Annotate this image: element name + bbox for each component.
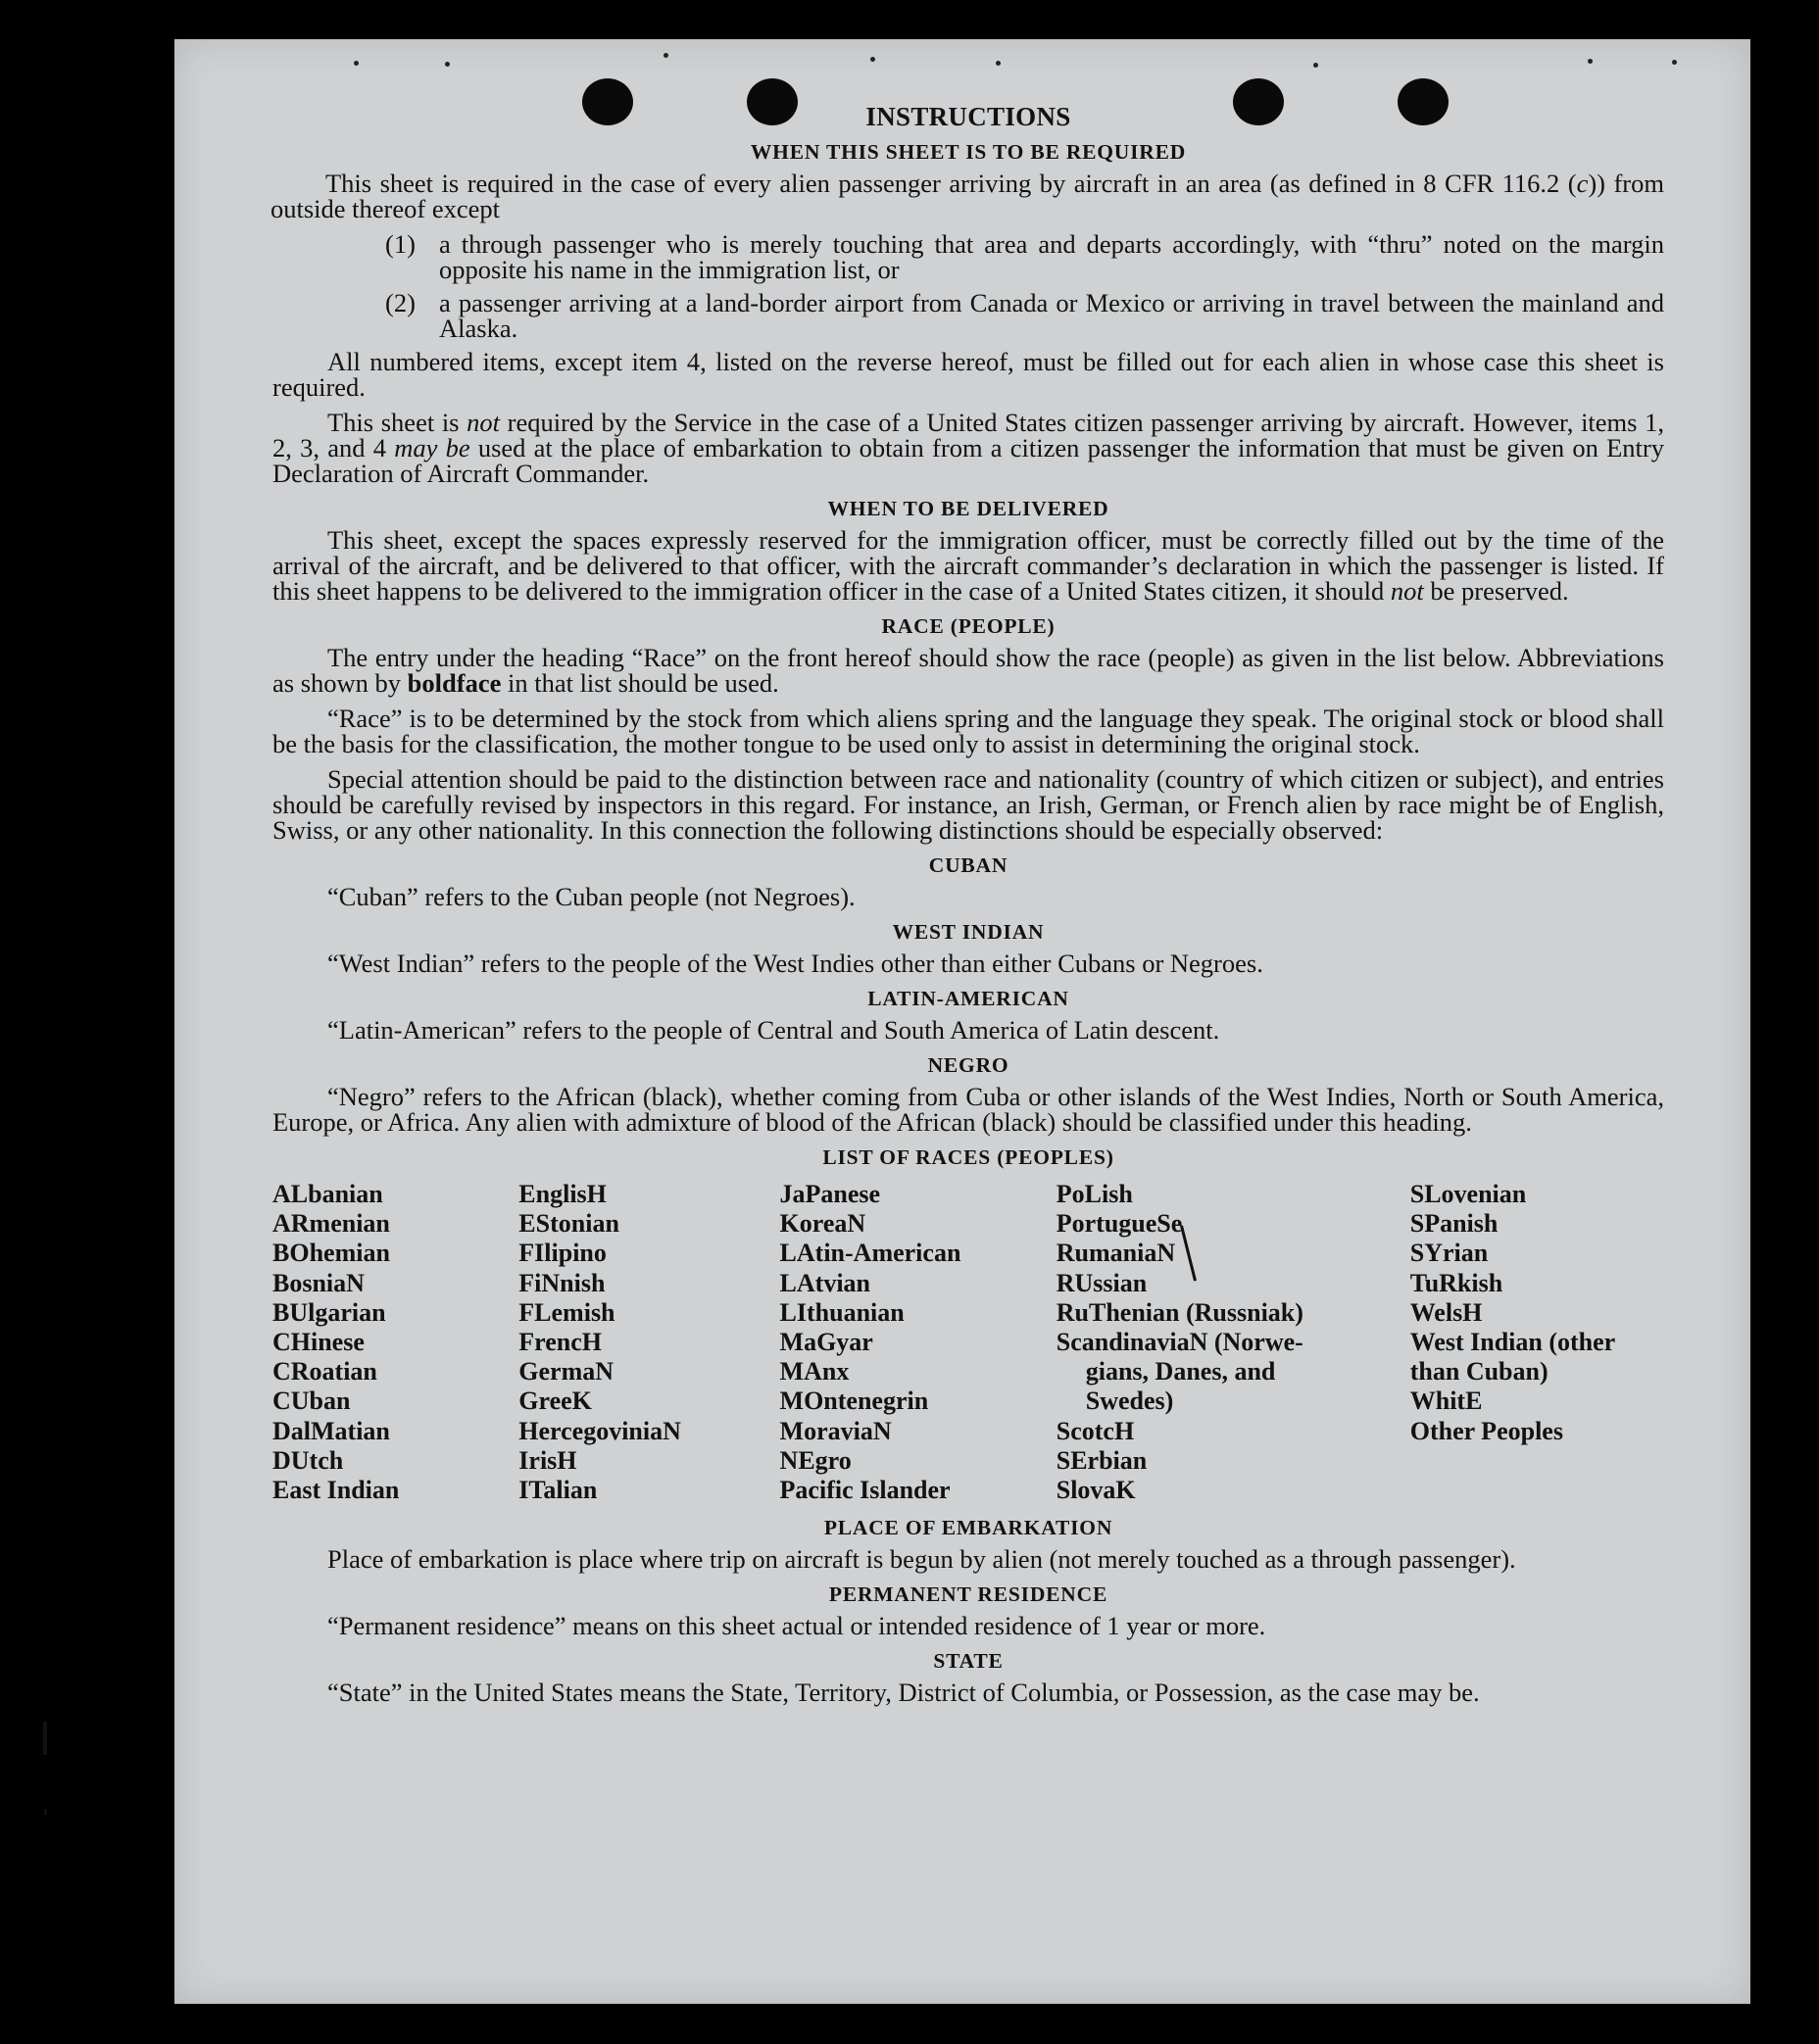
paragraph-negro: “Negro” refers to the African (black), whether coming from Cuba or other islands of the West Indies, North or South America, Europe, or Africa. Any alien with admixture of blood of the African (black) should be classified under this heading.: [272, 1082, 1664, 1137]
speck: [1672, 60, 1677, 65]
races-column: [1057, 1180, 1410, 1505]
scan-artifact: [43, 1722, 47, 1755]
text-run: The entry under the heading “Race” on the front hereof should show the race (people) as given in the list below. Abbreviations as shown by: [272, 643, 1664, 698]
race-entry: SYrian: [1409, 1239, 1489, 1268]
item-text: a through passenger who is merely touching that area and departs accordingly, with “thru” noted on the margin opposite his name in the immigration list, or: [439, 229, 1664, 284]
race-entry: ScotcH: [1056, 1416, 1135, 1445]
race-entry: EStonian: [518, 1209, 619, 1239]
text-run: required by the Service in the case of a United States citizen passenger arriving by aircraft. However, items 1, 2, 3, and 4: [272, 408, 1664, 462]
race-entry: BUlgarian: [272, 1297, 386, 1327]
race-entry: LIthuanian: [779, 1297, 905, 1327]
instructions-body: [272, 104, 1664, 1715]
race-entry: MoraviaN: [779, 1416, 892, 1445]
race-entry: DUtch: [272, 1445, 344, 1475]
text-run: not: [1390, 576, 1424, 606]
race-entry: RuThenian (Russniak): [1056, 1297, 1303, 1327]
race-entry: MOntenegrin: [779, 1387, 929, 1416]
scan-artifact: [44, 1809, 47, 1815]
race-entry: WelsH: [1409, 1297, 1483, 1327]
exception-item: [385, 290, 1664, 341]
exception-list: [272, 231, 1664, 341]
race-entry: RumaniaN: [1056, 1239, 1176, 1268]
race-entry: LAtvian: [779, 1268, 871, 1297]
race-entry: EnglisH: [518, 1180, 607, 1208]
speck: [1588, 59, 1593, 64]
text-run: This sheet is required in the case of every alien passenger arriving by aircraft in an area (as defined in 8 CFR 116.2 (: [325, 169, 1577, 198]
race-entry: NEgro: [779, 1445, 852, 1475]
race-entry: SErbian: [1056, 1445, 1148, 1475]
section-heading-latin-american: LATIN-AMERICAN: [867, 987, 1069, 1010]
section-heading-when-delivered: WHEN TO BE DELIVERED: [827, 497, 1109, 520]
text-run: This sheet, except the spaces expressly reserved for the immigration officer, must be correctly filled out by the time of the arrival of the aircraft, and be delivered to that officer, with the aircraft commander’s declaration in which the passenger is listed. If this sheet happens to be delivered to the immigration officer in the case of a United States citizen, it should: [272, 525, 1664, 606]
race-entry: BOhemian: [272, 1239, 390, 1268]
race-entry: ITalian: [518, 1476, 598, 1505]
paragraph-cuban: “Cuban” refers to the Cuban people (not Negroes).: [327, 882, 856, 911]
text-run: used at the place of embarkation to obtain from a citizen passenger the information that must be given on Entry Declaration of Aircraft Commander.: [272, 433, 1664, 488]
race-entry: MAnx: [779, 1357, 850, 1387]
race-entry: DalMatian: [272, 1416, 390, 1445]
race-entry: RUssian: [1056, 1268, 1148, 1297]
text-run: )) from outside thereof except: [270, 169, 1664, 223]
paragraph-latin-american: “Latin-American” refers to the people of Central and South America of Latin descent.: [327, 1015, 1220, 1045]
text-run: not: [467, 408, 500, 437]
section-heading-cuban: CUBAN: [928, 853, 1008, 877]
speck: [664, 53, 668, 58]
race-entry: GermaN: [518, 1357, 615, 1387]
race-entry: West Indian (other: [1409, 1328, 1616, 1357]
race-entry: PortugueSe: [1056, 1209, 1183, 1239]
paragraph-west-indian: “West Indian” refers to the people of the West Indies other than either Cubans or Negroes.: [327, 949, 1263, 978]
race-entry: gians, Danes, and: [1085, 1357, 1276, 1387]
race-entry: East Indian: [272, 1476, 400, 1505]
speck: [1313, 63, 1318, 68]
section-heading-list-of-races: LIST OF RACES (PEOPLES): [822, 1145, 1114, 1169]
item-text: a passenger arriving at a land-border airport from Canada or Mexico or arriving in travel between the mainland and Alaska.: [439, 288, 1664, 343]
speck: [870, 57, 875, 62]
paragraph-citizen: [272, 410, 1664, 486]
race-entry: FIlipino: [518, 1239, 607, 1268]
paragraph-residence: “Permanent residence” means on this sheet actual or intended residence of 1 year or more.: [327, 1611, 1266, 1641]
section-heading-when-required: WHEN THIS SHEET IS TO BE REQUIRED: [750, 140, 1187, 164]
instruction-sheet: [174, 39, 1750, 2004]
section-heading-embarkation: PLACE OF EMBARKATION: [823, 1516, 1113, 1540]
paragraph-race-entry: [272, 645, 1664, 696]
race-entry: MaGyar: [779, 1328, 873, 1357]
races-column: [780, 1180, 1057, 1505]
race-entry: FiNnish: [518, 1268, 606, 1297]
paragraph-race-stock: “Race” is to be determined by the stock from which aliens spring and the language they speak. The original stock or blood shall be the basis for the classification, the mother tongue to be used only to assist in determining the original stock.: [272, 704, 1664, 758]
race-entry: CHinese: [272, 1328, 365, 1357]
race-entry: SLovenian: [1409, 1180, 1527, 1208]
section-heading-race: RACE (PEOPLE): [881, 614, 1056, 638]
race-entry: Swedes): [1085, 1387, 1174, 1416]
paragraph-state: “State” in the United States means the State, Territory, District of Columbia, or Possession, as the case may be.: [327, 1678, 1480, 1708]
race-entry: GreeK: [518, 1387, 592, 1416]
race-entry: CUban: [272, 1387, 351, 1416]
speck: [996, 61, 1001, 66]
section-heading-residence: PERMANENT RESIDENCE: [828, 1582, 1108, 1607]
paragraph-race-distinction: Special attention should be paid to the distinction between race and nationality (country of which citizen or subject), and entries should be carefully revised by inspectors in this regard. For instance, an Irish, German, or French alien by race might be of English, Swiss, or any other nationality. In this connection the following distinctions should be especially observed:: [272, 764, 1664, 845]
race-entry: HercegoviniaN: [518, 1416, 681, 1445]
item-number: (2): [385, 288, 416, 317]
race-entry: PoLish: [1056, 1180, 1133, 1208]
text-run: boldface: [407, 668, 502, 698]
race-entry: IrisH: [518, 1445, 577, 1475]
text-run: in that list should be used.: [501, 668, 779, 698]
exception-item: [385, 231, 1664, 282]
paragraph-delivery: [272, 527, 1664, 604]
race-entry: BosniaN: [272, 1268, 365, 1297]
race-entry: ALbanian: [272, 1180, 383, 1208]
item-number: (1): [385, 229, 416, 259]
section-heading-state: STATE: [933, 1649, 1004, 1674]
section-heading-negro: NEGRO: [927, 1053, 1009, 1077]
text-run: may be: [394, 433, 470, 462]
race-entry: SPanish: [1409, 1209, 1499, 1239]
paragraph-required: [270, 170, 1664, 221]
race-entry: LAtin-American: [779, 1239, 961, 1268]
race-entry: than Cuban): [1409, 1357, 1549, 1387]
race-entry: FLemish: [518, 1297, 615, 1327]
text-run: be preserved.: [1423, 576, 1569, 606]
race-entry: SlovaK: [1056, 1476, 1136, 1505]
race-entry: TuRkish: [1409, 1268, 1503, 1297]
page-title: INSTRUCTIONS: [865, 102, 1071, 131]
race-entry: WhitE: [1409, 1387, 1483, 1416]
races-table: [272, 1180, 1664, 1505]
race-entry: KoreaN: [779, 1209, 866, 1239]
races-column: [518, 1180, 779, 1505]
paragraph-embarkation: Place of embarkation is place where trip on aircraft is begun by alien (not merely touched as a through passenger).: [327, 1544, 1516, 1575]
race-entry: Other Peoples: [1409, 1416, 1563, 1445]
race-entry: ARmenian: [272, 1209, 390, 1239]
text-run: This sheet is: [327, 408, 467, 437]
race-entry: JaPanese: [779, 1180, 881, 1208]
races-column: [272, 1180, 518, 1505]
paragraph-numbered-items: All numbered items, except item 4, listed on the reverse hereof, must be filled out for each alien in whose case this sheet is required.: [272, 347, 1664, 402]
races-column: [1410, 1180, 1664, 1505]
race-entry: FrencH: [518, 1328, 603, 1357]
section-heading-west-indian: WEST INDIAN: [892, 920, 1045, 944]
text-run: c: [1576, 169, 1589, 198]
speck: [354, 61, 359, 66]
race-entry: ScandinaviaN (Norwe-: [1056, 1328, 1303, 1357]
speck: [445, 62, 450, 67]
race-entry: CRoatian: [272, 1357, 377, 1387]
race-entry: Pacific Islander: [779, 1476, 951, 1505]
